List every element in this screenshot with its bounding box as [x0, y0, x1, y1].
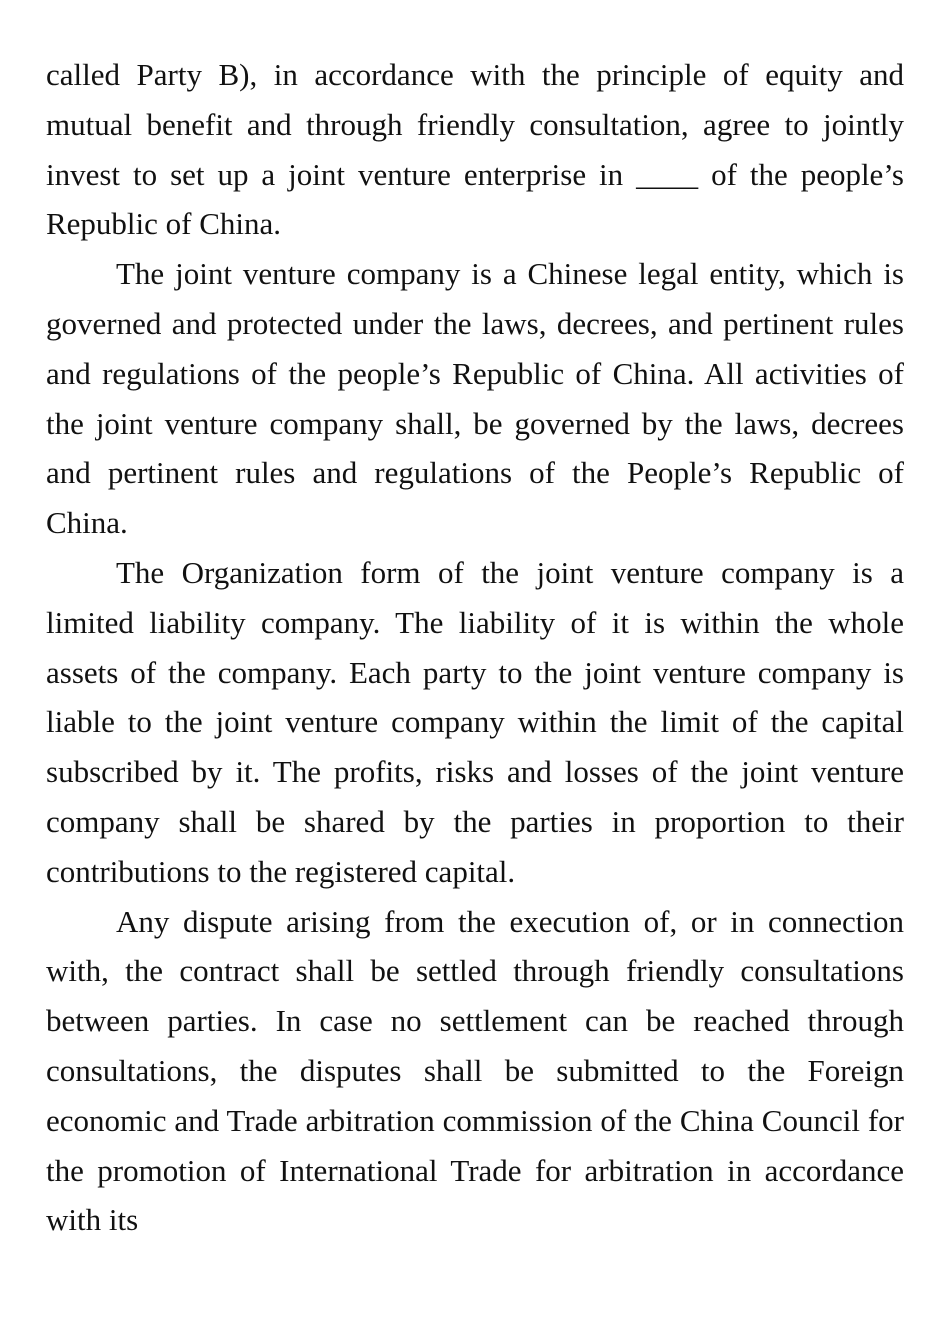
paragraph-party-b-agreement: called Party B), in accordance with the principle of equity and mutual benefit and through friendly consultation, agree to jointly invest to set up a joint venture enterprise in ____ of the people’s Republic of China. — [46, 57, 904, 242]
paragraph-organization-form: The Organization form of the joint venture company is a limited liability company. The liability of it is within the whole assets of the company. Each party to the joint venture company is liable to the joint venture company within the limit of the capital subscribed by it. The profits, risks and losses of the joint venture company shall be shared by the parties in proportion to their contributions to the registered capital. — [46, 554, 904, 889]
paragraph-legal-entity: The joint venture company is a Chinese legal entity, which is governed and protected under the laws, decrees, and pertinent rules and regulations of the people’s Republic of China. All activities of the joint venture company shall, be governed by the laws, decrees and pertinent rules and regulations of the People’s Republic of China. — [46, 256, 904, 541]
paragraph-dispute-resolution: Any dispute arising from the execution of, or in connection with, the contract shall be settled through friendly consultations between parties. In case no settlement can be reached through consultations, the disputes shall be submitted to the Foreign economic and Trade arbitration commission of the China Council for the promotion of International Trade for arbitration in accordance with its — [46, 903, 904, 1238]
document-page — [46, 50, 904, 1245]
